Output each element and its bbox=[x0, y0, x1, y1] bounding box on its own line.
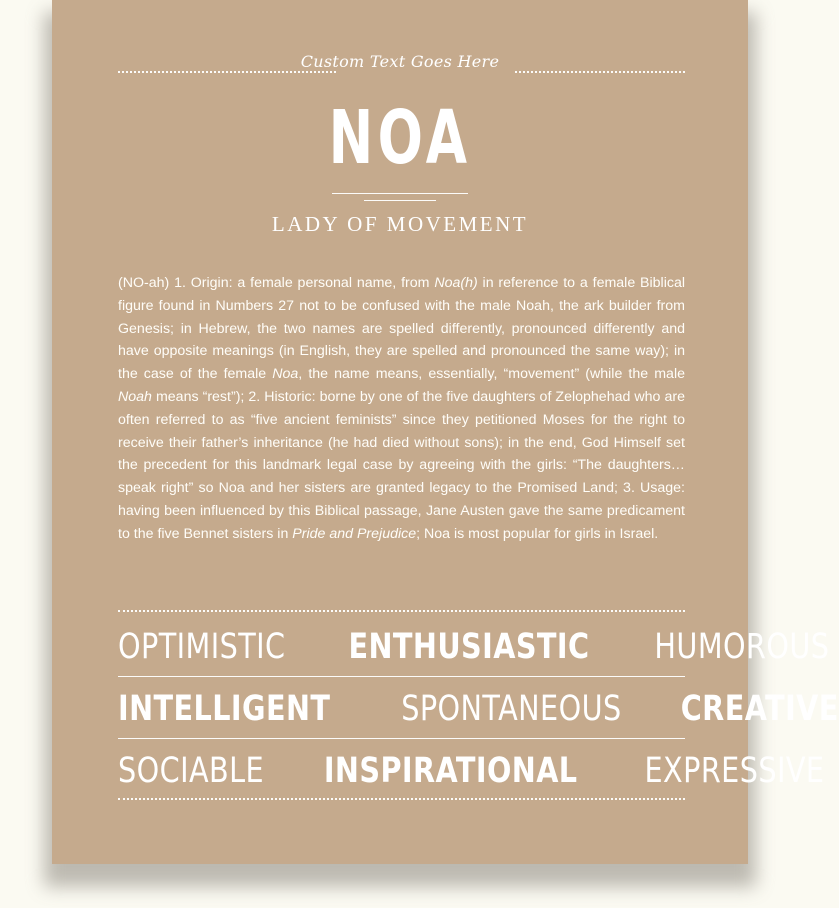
definition-text: in reference to a female Biblical figure found in Numbers 27 not to be confused with the male Noah, the ark builder from Genesis; in Hebrew, the two names are spelled differently, pronounced differently and have opposite meanings (in English, they are spelled and pronounced the same way); in the case of the female bbox=[118, 275, 686, 383]
name-underline-bottom bbox=[364, 200, 436, 201]
custom-text: Custom Text Goes Here bbox=[300, 52, 500, 71]
definition-italic-text: Noa(h) bbox=[434, 275, 478, 291]
trait-word: HUMOROUS bbox=[654, 627, 830, 667]
trait-word: SPONTANEOUS bbox=[401, 689, 622, 729]
dotted-divider-bottom bbox=[118, 798, 685, 800]
traits-row-3 bbox=[118, 743, 825, 799]
traits-row-1 bbox=[118, 619, 830, 675]
dotted-divider-middle bbox=[118, 610, 685, 612]
trait-word: EXPRESSIVE bbox=[644, 751, 825, 791]
name-underline-top bbox=[332, 193, 468, 194]
name-meaning: LADY OF MOVEMENT bbox=[271, 212, 529, 236]
trait-word: ENTHUSIASTIC bbox=[348, 627, 590, 667]
definition-text: (NO-ah) 1. Origin: a female personal name, from bbox=[118, 275, 435, 291]
definition-text: , the name means, essentially, “movement” (while the male bbox=[298, 366, 685, 383]
dotted-divider-left bbox=[118, 71, 336, 73]
dotted-divider-right bbox=[515, 71, 685, 73]
trait-word: OPTIMISTIC bbox=[118, 627, 286, 667]
trait-word: INTELLIGENT bbox=[118, 689, 331, 729]
definition-italic-text: Pride and Prejudice bbox=[292, 525, 417, 542]
traits-row-2 bbox=[118, 681, 839, 737]
trait-word: INSPIRATIONAL bbox=[323, 751, 578, 791]
traits-rule-1 bbox=[118, 676, 685, 677]
name-poster bbox=[52, 0, 839, 864]
trait-word: CREATIVE bbox=[680, 689, 839, 729]
definition-text: ; Noa is most popular for girls in Israel. bbox=[416, 525, 659, 542]
name-definition bbox=[118, 272, 685, 546]
trait-word: SOCIABLE bbox=[118, 751, 265, 791]
definition-italic-text: Noa bbox=[272, 366, 299, 383]
traits-rule-2 bbox=[118, 738, 685, 739]
definition-text: means “rest”); 2. Historic: borne by one of the five daughters of Zelophehad who are often referred to as “five ancient feminists” since they petitioned Moses for the right to receive their father’s inheritance (he had died without sons); in the end, God Himself set the precedent for this landmark legal case by agreeing with the girls: “The daughters… speak right” so Noa and her sisters are granted legacy to the Promised Land; 3. Usage: having been influenced by this Biblical passage, Jane Austen gave the same predicament to the five Bennet sisters in bbox=[118, 388, 685, 542]
poster-name: NOA bbox=[328, 95, 472, 181]
definition-italic-text: Noah bbox=[118, 388, 152, 405]
